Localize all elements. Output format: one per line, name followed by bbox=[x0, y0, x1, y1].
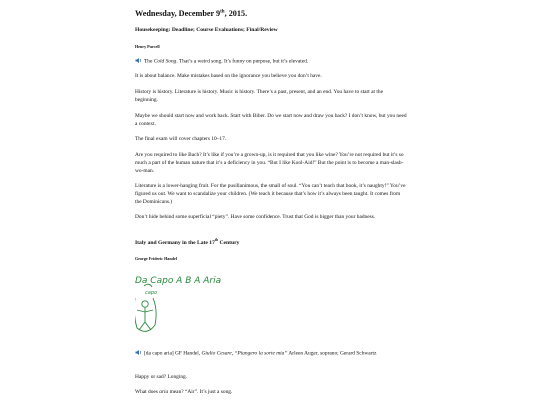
history-paragraph: History is history. Literature is history. Music is history. There’s a past, present, and an end. You have to start at the beginning. bbox=[135, 89, 383, 103]
literature-paragraph: Literature is a lower-hanging fruit. For the pusillanimous, the small of soul. “You can’t teach that book, it’s naughty!” You’ve figured us out. We want to scandalize your children. (We teach it because that’s how it’s always been taught. It comes from the Dominicans.) bbox=[135, 183, 406, 205]
cold-song-title: Cold Song bbox=[153, 58, 177, 65]
longing-paragraph: Happy or sad? Longing. bbox=[135, 374, 188, 380]
italy-germany-heading: Italy and Germany in the Late 17th Century bbox=[135, 238, 240, 246]
handwriting-line: Da Capo A B A Aria bbox=[135, 276, 222, 286]
piety-paragraph: Don’t hide behind some superficial “piety”. Have some confidence. Trust that God is bigger than your badness. bbox=[135, 214, 376, 220]
housekeeping-heading: Housekeeping: Deadline; Course Evaluations; Final/Review bbox=[135, 27, 278, 33]
purcell-heading: Henry Purcell bbox=[135, 44, 160, 49]
giulio-cesare-paragraph: [da capo aria] GF Handel, Giulio Cesare, “Piangero la sorte mia” Arleen Auger, soprano; Gerard Schwartz bbox=[135, 350, 407, 358]
aria-paragraph: What does aria mean? “Air”. It’s just a song. bbox=[135, 389, 233, 395]
biber-paragraph: Maybe we should start now and work back. Start with Biber. Do we start now and draw you back? I don’t know, but you need a context. bbox=[135, 113, 407, 127]
balance-paragraph: It is about balance. Make mistakes based on the ignorance you believe you don’t have. bbox=[135, 73, 322, 79]
final-exam-paragraph: The final exam will cover chapters 10–17. bbox=[135, 136, 227, 142]
handel-heading: George Frideric Handel bbox=[135, 256, 177, 261]
speaker-icon[interactable] bbox=[135, 350, 142, 355]
speaker-icon[interactable] bbox=[135, 58, 142, 63]
cold-song-paragraph: The Cold Song. That’s a weird song. It’s funny on purpose, but it’s elevated. bbox=[135, 58, 407, 66]
date-heading: Wednesday, December 9th, 2015. bbox=[135, 9, 248, 18]
handwriting-capo: capo bbox=[145, 290, 158, 296]
bach-paragraph: Are you required to like Bach? It’s like if you’re a grown-up, is it required that you like wine? You’re not required but it’s so much a part of the human nature that it’s a deficiency in you. “But I like Kool-Aid!” But the point is to become a man-slash-wo-man. bbox=[135, 152, 404, 174]
handwritten-da-capo-sketch bbox=[135, 270, 275, 350]
